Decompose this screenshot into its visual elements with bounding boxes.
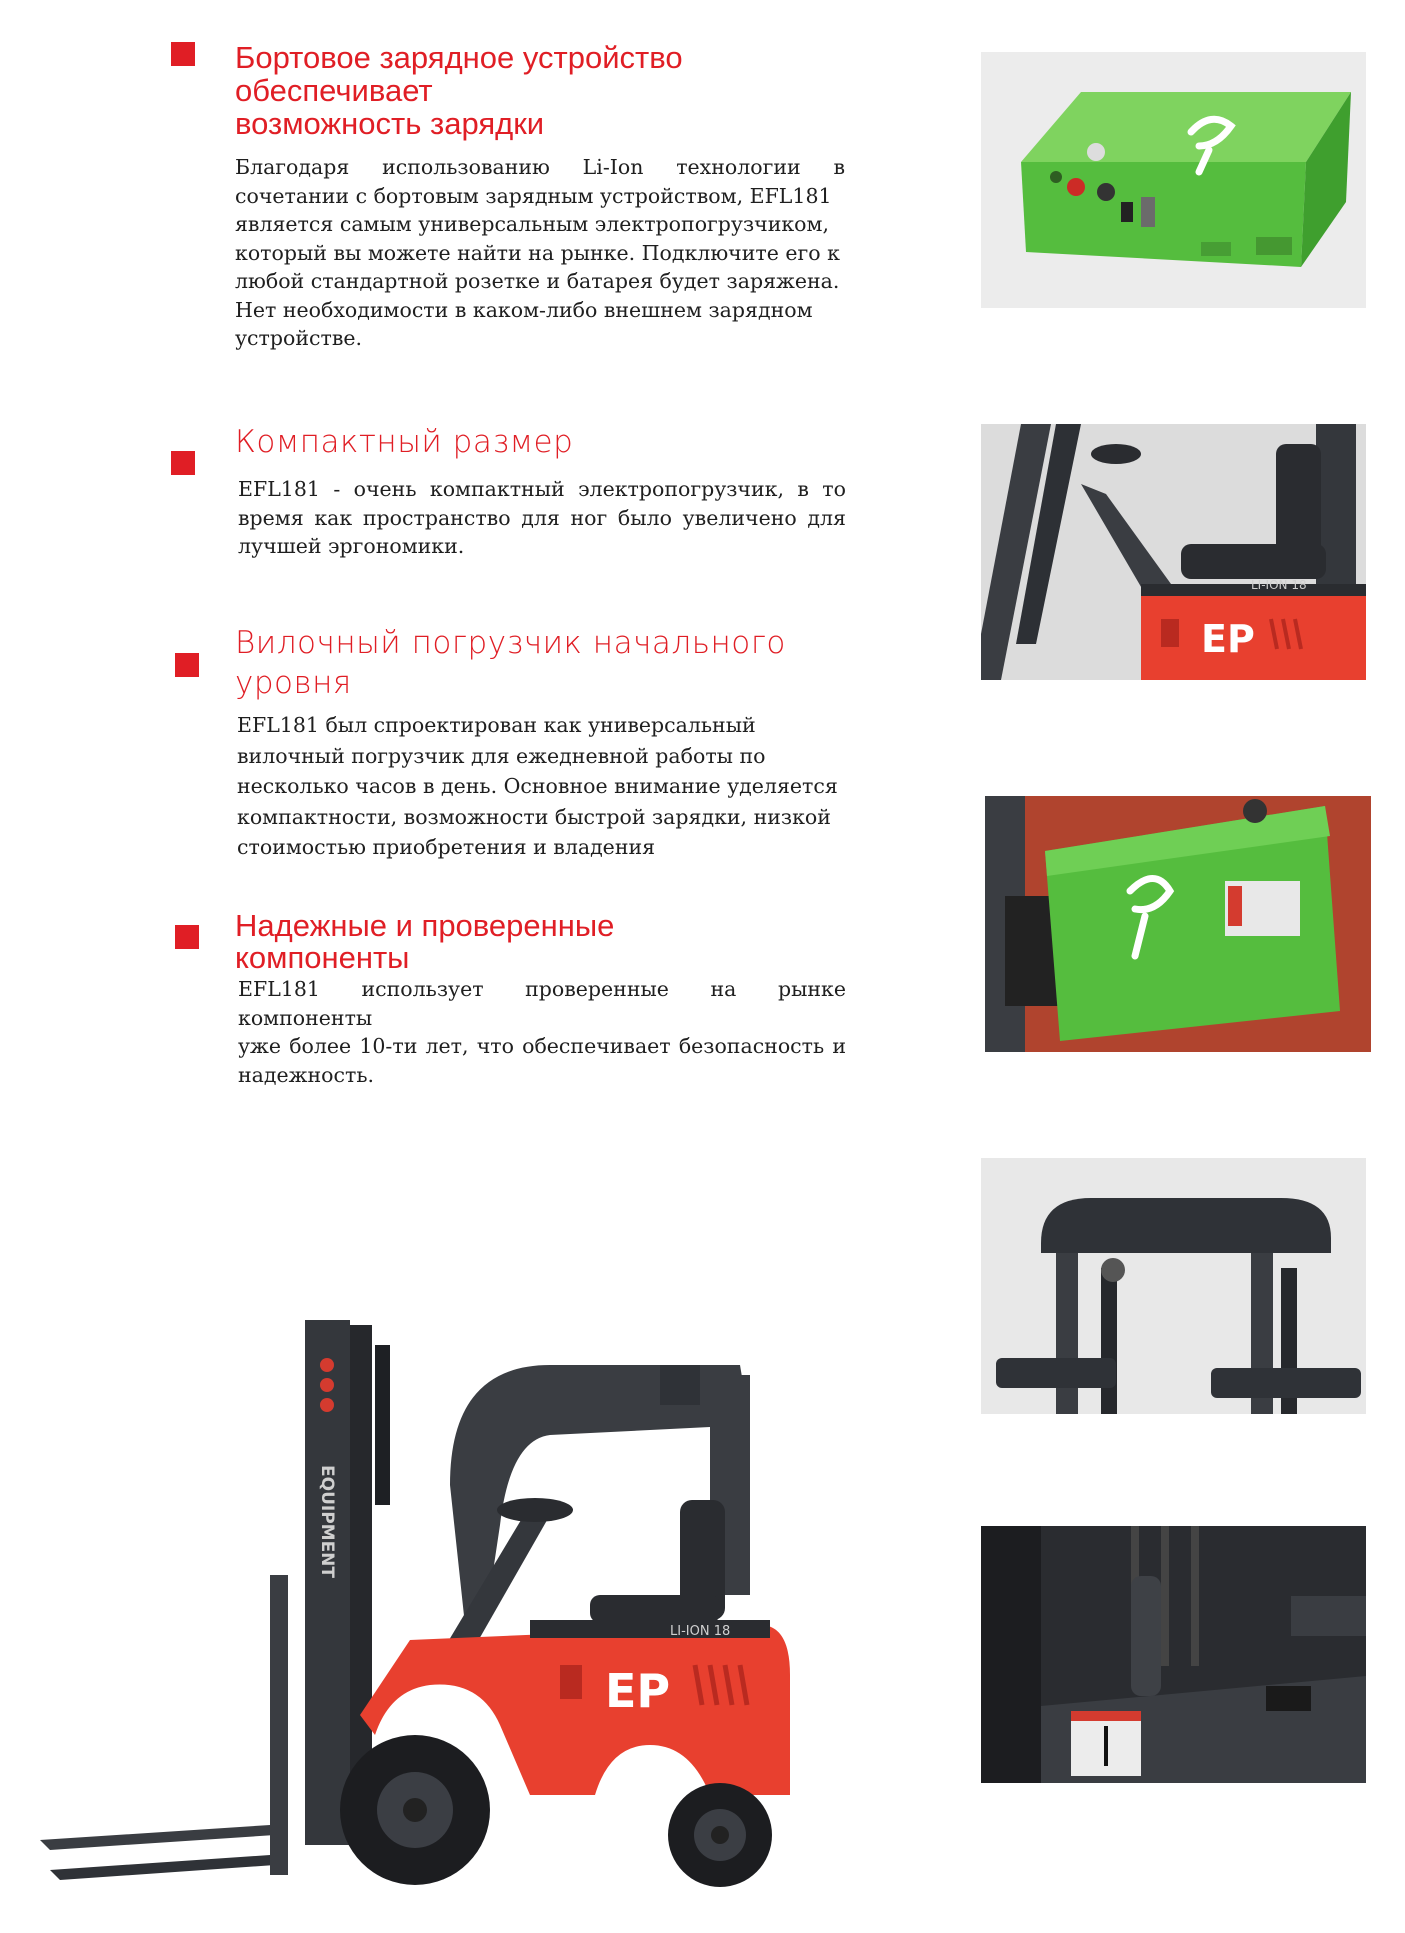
cab-interior-photo — [981, 1526, 1366, 1783]
body-line: вилочный погрузчик для ежедневной работы по — [237, 743, 766, 768]
section-body-compact — [238, 475, 846, 561]
body-line: является самым универсальным электропогрузчиком, — [235, 212, 829, 236]
heading-line: обеспечивает — [235, 73, 433, 108]
ep-logo-icon: EP — [1201, 617, 1255, 661]
body-line: лучшей эргономики. — [238, 534, 465, 558]
truck-model-label: LI-ION 18 — [670, 1624, 731, 1639]
battery-charger-photo — [981, 52, 1366, 308]
heading-line: возможность зарядки — [235, 106, 545, 141]
ep-logo-icon: EP — [605, 1664, 671, 1718]
bullet-square-icon — [175, 925, 199, 949]
heading-line: Вилочный погрузчик начального — [235, 625, 786, 661]
body-line: уже более 10-ти лет, что обеспечивает безопасность и — [238, 1034, 846, 1058]
body-line: EFL181 был спроектирован как универсальный — [237, 713, 756, 737]
heading-line: Надежные и проверенные — [235, 908, 615, 943]
body-line: сочетании с бортовым зарядным устройством, EFL181 — [235, 183, 832, 208]
body-line: EFL181 использует проверенные на рынке компоненты — [238, 977, 846, 1030]
body-line: любой стандартной розетке и батарея будет заряжена. — [235, 269, 840, 293]
heading-line: Компактный размер — [235, 424, 574, 460]
body-line: EFL181 - очень компактный электропогрузчик, в то — [238, 477, 846, 501]
compact-seat-photo — [981, 424, 1366, 680]
body-line: время как пространство для ног было увеличено для — [238, 505, 846, 530]
bullet-square-icon — [171, 451, 195, 475]
body-line: стоимостью приобретения и владения — [237, 835, 656, 859]
body-line: компактности, возможности быстрой зарядки, низкой — [237, 804, 831, 829]
mast-brand-label: EQUIPMENT — [317, 1465, 337, 1579]
body-line: Нет необходимости в каком-либо внешнем зарядном — [235, 297, 813, 322]
body-line: несколько часов в день. Основное внимание уделяется — [237, 774, 838, 798]
bullet-square-icon — [175, 653, 199, 677]
overhead-guard-photo — [981, 1158, 1366, 1414]
section-heading-compact — [235, 426, 573, 459]
body-line: который вы можете найти на рынке. Подключите его к — [235, 240, 840, 265]
section-body-charger — [235, 153, 845, 353]
body-line: устройстве. — [235, 326, 363, 350]
body-line: надежность. — [238, 1062, 375, 1087]
seat-model-label: LI-ION 18 — [1251, 578, 1307, 592]
section-heading-entry-level — [235, 623, 786, 703]
section-heading-charger — [235, 41, 683, 140]
heading-line: Бортовое зарядное устройство — [235, 40, 683, 75]
body-line: Благодаря использованию Li-Ion технологии в — [235, 155, 845, 179]
battery-panel-photo — [985, 796, 1371, 1052]
bullet-square-icon — [171, 42, 195, 66]
section-body-reliable — [238, 975, 846, 1089]
forklift-photo — [30, 1295, 810, 1905]
heading-line: компоненты — [235, 940, 410, 975]
section-heading-reliable — [235, 910, 614, 974]
section-body-entry-level — [237, 710, 847, 863]
heading-line: уровня — [235, 665, 352, 701]
